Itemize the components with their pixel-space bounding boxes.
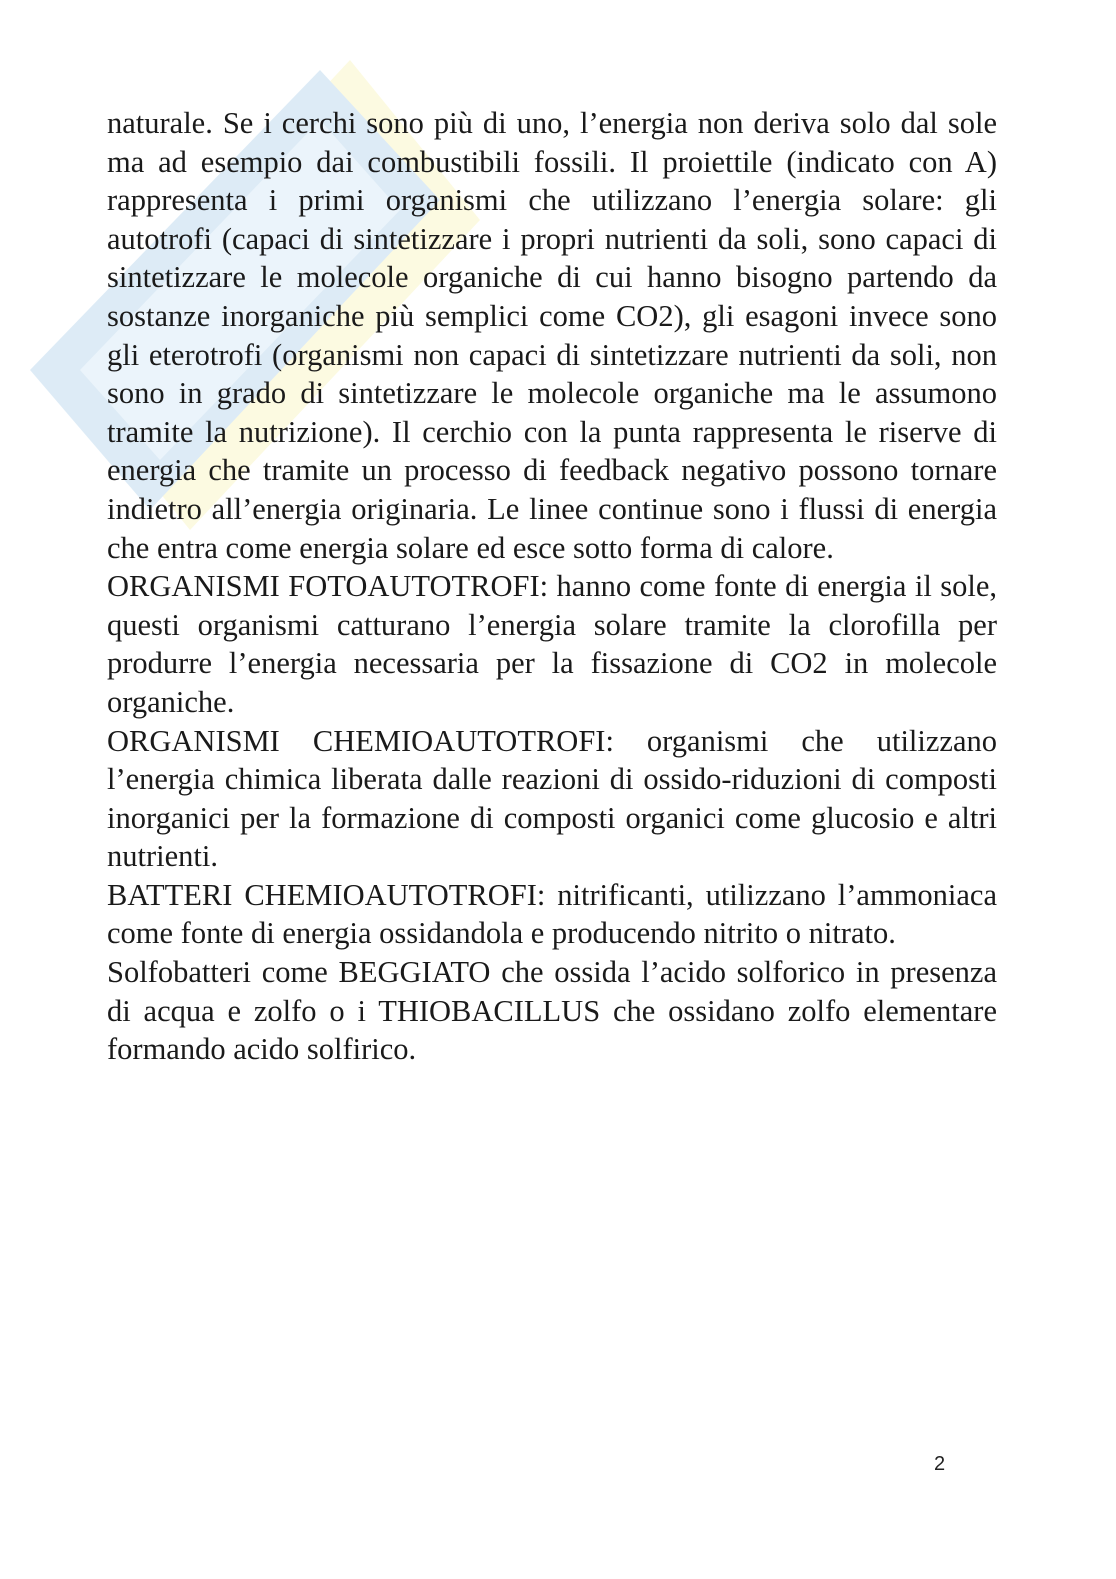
paragraph-chemioautotrofi: ORGANISMI CHEMIOAUTOTROFI: organismi che utilizzano l’energia chimica liberata dalle reazioni di ossido-riduzioni di composti inorganici per la formazione di composti organici come glucosio e altri nutrienti. [107, 723, 997, 874]
paragraph-fotoautotrofi: ORGANISMI FOTOAUTOTROFI: hanno come fonte di energia il sole, questi organismi catturano l’energia solare tramite la clorofilla per produrre l’energia necessaria per la fissazione di CO2 in molecole organiche. [107, 569, 997, 719]
paragraph-batteri-chemioautotrofi: BATTERI CHEMIOAUTOTROFI: nitrificanti, utilizzano l’ammoniaca come fonte di energia ossidandola e producendo nitrito o nitrato. [107, 877, 997, 951]
page-number: 2 [934, 1453, 946, 1475]
paragraph-energy-flow: naturale. Se i cerchi sono più di uno, l’energia non deriva solo dal sole ma ad esempio dai combustibili fossili. Il proiettile (indicato con A) rappresenta i primi organismi che utilizzano l’energia solare: gli autotrofi (capaci di sintetizzare i propri nutrienti da soli, sono capaci di sintetizzare le molecole organiche di cui hanno bisogno partendo da sostanze inorganiche più semplici come CO2), gli esagoni invece sono gli eterotrofi (organismi non capaci di sintetizzare nutrienti da soli, non sono in grado di sintetizzare le molecole organiche ma le assumono tramite la nutrizione). Il cerchio con la punta rappresenta le riserve di energia che tramite un processo di feedback negativo possono tornare indietro all’energia originaria. Le linee continue sono i flussi di energia che entra come energia solare ed esce sotto forma di calore. [107, 106, 997, 565]
paragraph-solfobatteri: Solfobatteri come BEGGIATO che ossida l’acido solforico in presenza di acqua e zolfo o i THIOBACILLUS che ossidano zolfo elementare formando acido solfirico. [107, 955, 997, 1067]
body-text [107, 104, 997, 1069]
